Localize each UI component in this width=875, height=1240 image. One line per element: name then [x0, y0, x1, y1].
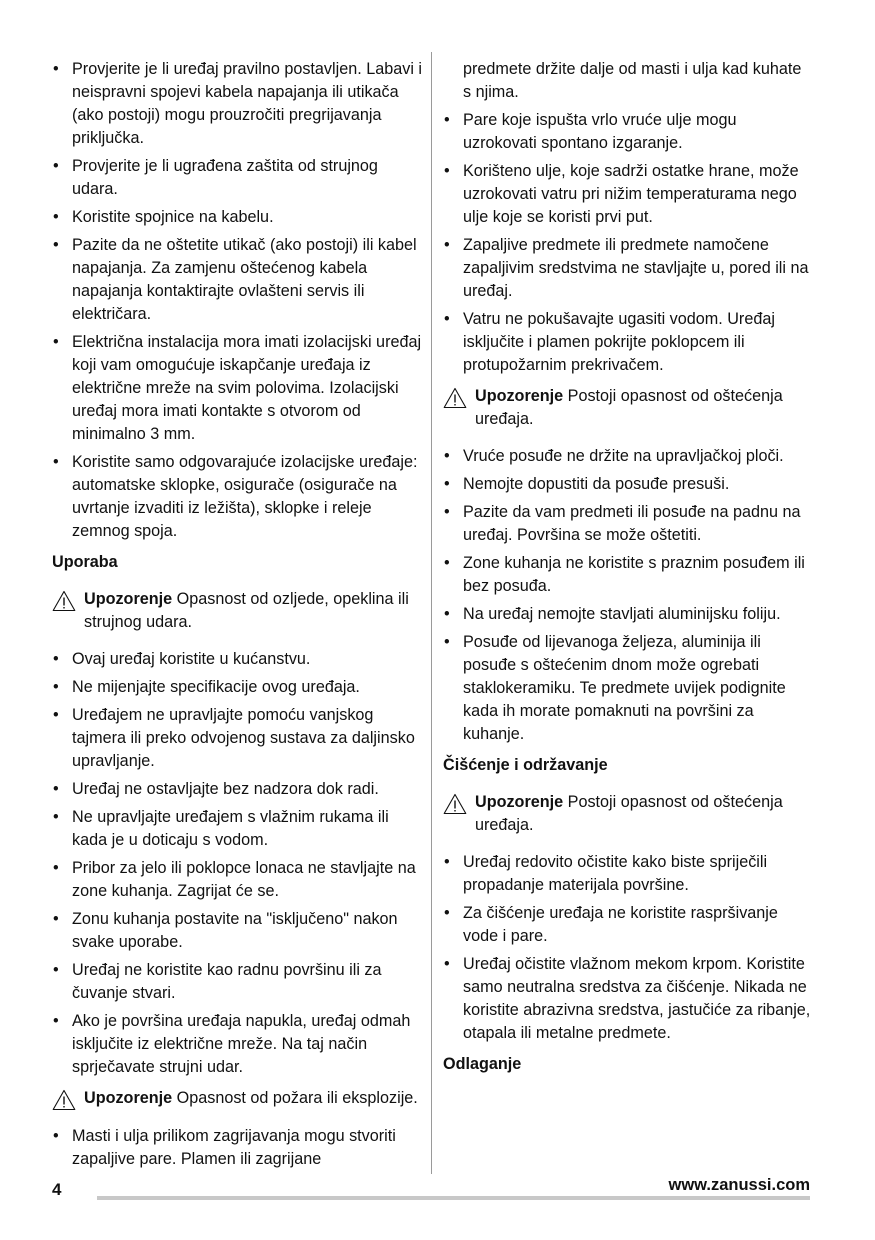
cleaning-list: [443, 851, 813, 1045]
list-item-continuation: predmete držite dalje od masti i ulja kad kuhate s njima.: [463, 60, 802, 101]
list-item: • Zonu kuhanja postavite na "isključeno" nakon svake uporabe.: [52, 908, 422, 954]
list-item: • Na uređaj nemojte stavljati aluminijsku foliju.: [443, 603, 813, 626]
warning-block: [52, 1087, 422, 1111]
list-item: • Posuđe od lijevanoga željeza, aluminija ili posuđe s oštećenim dnom može ogrebati staklokeramiku. Te predmete uvijek podignite kada ih morate pomaknuti na površini za kuhanje.: [443, 631, 813, 746]
list-item: • Uređaj redovito očistite kako biste spriječili propadanje materijala površine.: [443, 851, 813, 897]
warning-triangle-icon: [52, 590, 76, 612]
warning-block: [443, 791, 813, 837]
warning-message: Opasnost od ozljede, opeklina ili strujnog udara.: [84, 590, 409, 631]
warning-message: Opasnost od požara ili eksplozije.: [176, 1089, 418, 1107]
list-item: • Ne upravljajte uređajem s vlažnim rukama ili kada je u doticaju s vodom.: [52, 806, 422, 852]
warning-text: [84, 1087, 422, 1110]
list-item: • Za čišćenje uređaja ne koristite raspršivanje vode i pare.: [443, 902, 813, 948]
list-item: • Provjerite je li ugrađena zaštita od strujnog udara.: [52, 155, 422, 201]
list-item: • Vruće posuđe ne držite na upravljačkoj ploči.: [443, 445, 813, 468]
list-item: • Električna instalacija mora imati izolacijski uređaj koji vam omogućuje iskapčanje uređaja iz električne mreže na svim polovima. Izolacijski uređaj mora imati kontakte s otvorom od minimalno 3 mm.: [52, 331, 422, 446]
warning-text: [84, 588, 422, 634]
warning-label: Upozorenje: [84, 1089, 173, 1107]
warning-label: Upozorenje: [475, 387, 564, 405]
left-column: [52, 58, 422, 1176]
warning-triangle-icon: [443, 387, 467, 409]
list-item: • Pazite da ne oštetite utikač (ako postoji) ili kabel napajanja. Za zamjenu oštećenog kabela napajanja kontaktirajte ovlašteni servis ili električara.: [52, 234, 422, 326]
safety-list: [52, 58, 422, 543]
list-item: • Provjerite je li uređaj pravilno postavljen. Labavi i neispravni spojevi kabela napajanja ili utikača (ako postoji) mogu prouzročiti pregrijavanja priključka.: [52, 58, 422, 150]
warning-message: Postoji opasnost od oštećenja uređaja.: [475, 387, 783, 428]
footer-rule: [97, 1196, 810, 1200]
section-heading-use: Uporaba: [52, 553, 118, 571]
list-item: • Uređaj ne koristite kao radnu površinu ili za čuvanje stvari.: [52, 959, 422, 1005]
warning-triangle-icon: [52, 1089, 76, 1111]
damage-list: [443, 445, 813, 746]
warning-label: Upozorenje: [475, 793, 564, 811]
list-item: • Vatru ne pokušavajte ugasiti vodom. Uređaj isključite i plamen pokrijte poklopcem ili protupožarnim prekrivačem.: [443, 308, 813, 377]
warning-block: [52, 588, 422, 634]
section-heading-disposal: Odlaganje: [443, 1055, 522, 1073]
list-item: • Zapaljive predmete ili predmete namočene zapaljivim sredstvima ne stavljajte u, pored ili na uređaj.: [443, 234, 813, 303]
list-item: • Ovaj uređaj koristite u kućanstvu.: [52, 648, 422, 671]
column-divider: [431, 52, 432, 1174]
list-item: • Koristite samo odgovarajuće izolacijske uređaje: automatske sklopke, osigurače (osigurače na uvrtanje izvaditi iz ležišta), sklopke i releje zemnog spoja.: [52, 451, 422, 543]
warning-triangle-icon: [443, 793, 467, 815]
fire-list: [52, 1125, 422, 1171]
list-item: • Korišteno ulje, koje sadrži ostatke hrane, može uzrokovati vatru pri nižim temperaturama nego ulje koje se koristi prvi put.: [443, 160, 813, 229]
fire-list-continued: [443, 109, 813, 377]
list-item: • Zone kuhanja ne koristite s praznim posuđem ili bez posuđa.: [443, 552, 813, 598]
right-column: [443, 58, 813, 1090]
list-item: • Ako je površina uređaja napukla, uređaj odmah isključite iz električne mreže. Na taj način sprječavate strujni udar.: [52, 1010, 422, 1079]
list-item: • Uređajem ne upravljajte pomoću vanjskog tajmera ili preko odvojenog sustava za daljinsko upravljanje.: [52, 704, 422, 773]
use-list: [52, 648, 422, 1079]
list-item: • Koristite spojnice na kabelu.: [52, 206, 422, 229]
list-item: • Nemojte dopustiti da posuđe presuši.: [443, 473, 813, 496]
list-item: • Pare koje ispušta vrlo vruće ulje mogu uzrokovati spontano izgaranje.: [443, 109, 813, 155]
list-item: • Uređaj ne ostavljajte bez nadzora dok radi.: [52, 778, 422, 801]
section-heading-cleaning: Čišćenje i održavanje: [443, 756, 608, 774]
list-item: • Ne mijenjajte specifikacije ovog uređaja.: [52, 676, 422, 699]
warning-block: [443, 385, 813, 431]
list-item: • Pazite da vam predmeti ili posuđe na padnu na uređaj. Površina se može oštetiti.: [443, 501, 813, 547]
page-number: 4: [52, 1180, 62, 1199]
warning-text: [475, 791, 813, 837]
list-item: • Pribor za jelo ili poklopce lonaca ne stavljajte na zone kuhanja. Zagrijat će se.: [52, 857, 422, 903]
website-link[interactable]: www.zanussi.com: [668, 1176, 810, 1194]
list-item: • Uređaj očistite vlažnom mekom krpom. Koristite samo neutralna sredstva za čišćenje. Nikada ne koristite abrazivna sredstva, jastučiće za ribanje, otapala ili metalne predmete.: [443, 953, 813, 1045]
warning-label: Upozorenje: [84, 590, 173, 608]
warning-text: [475, 385, 813, 431]
warning-message: Postoji opasnost od oštećenja uređaja.: [475, 793, 783, 834]
list-item: • Masti i ulja prilikom zagrijavanja mogu stvoriti zapaljive pare. Plamen ili zagrijane: [52, 1125, 422, 1171]
